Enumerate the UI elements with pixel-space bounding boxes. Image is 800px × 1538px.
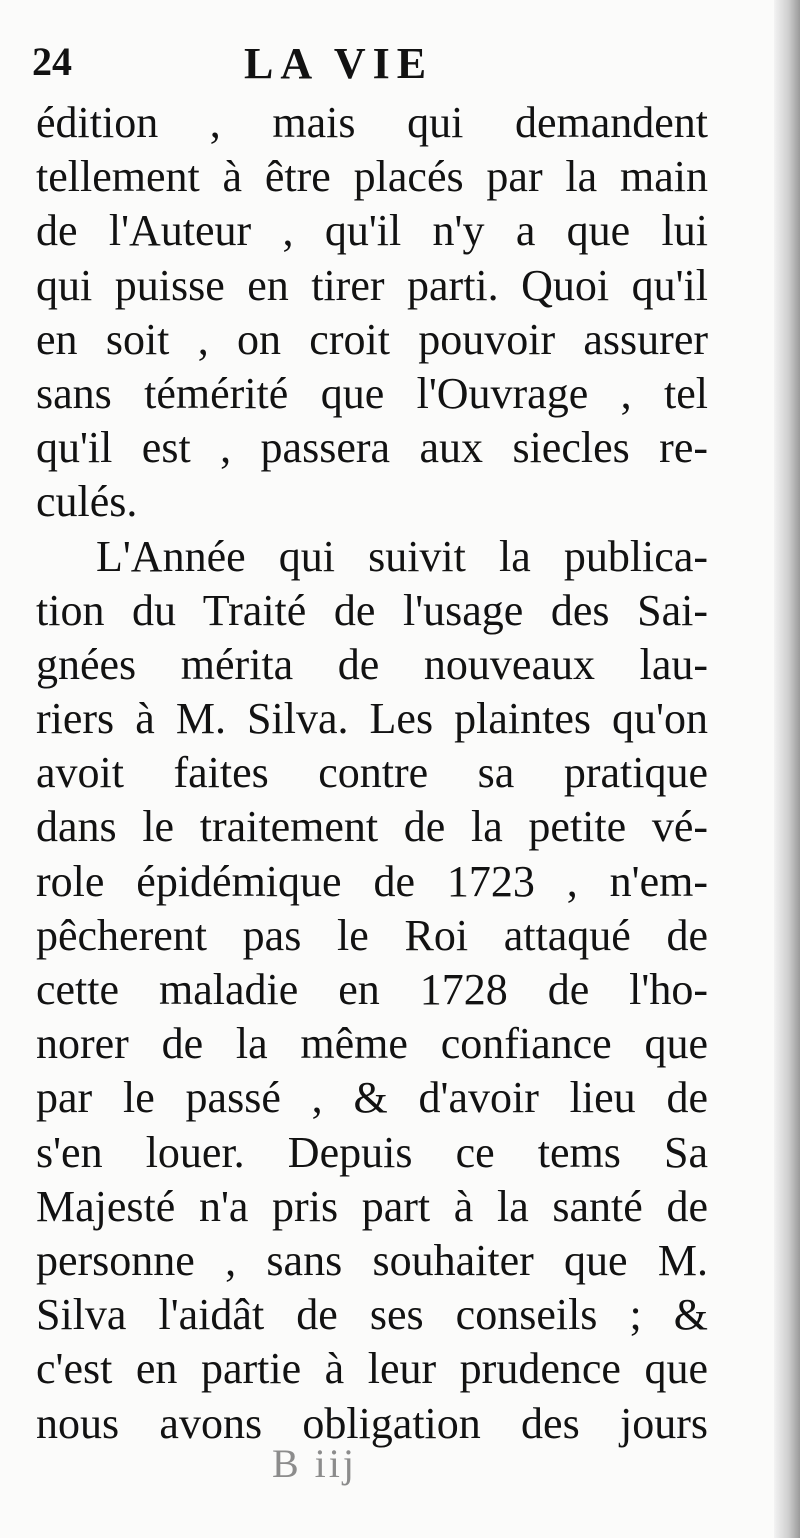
text-line: sans témérité que l'Ouvrage , tel xyxy=(36,368,708,418)
text-line: par le passé , & d'avoir lieu de xyxy=(36,1073,708,1123)
text-line: qui puisse en tirer parti. Quoi qu'il xyxy=(36,260,708,310)
text-line: tellement à être placés par la main xyxy=(36,152,708,202)
text-line: tion du Traité de l'usage des Sai- xyxy=(36,585,708,635)
text-line: Silva l'aidât de ses conseils ; & xyxy=(36,1290,708,1340)
text-line: de l'Auteur , qu'il n'y a que lui xyxy=(36,206,708,256)
page-number: 24 xyxy=(32,39,72,84)
text-line: role épidémique de 1723 , n'em- xyxy=(36,856,708,906)
text-line: édition , mais qui demandent xyxy=(36,98,708,147)
text-line: qu'il est , passera aux siecles re- xyxy=(36,423,708,473)
paragraph-2 xyxy=(36,530,708,1451)
text-line: en soit , on croit pouvoir assurer xyxy=(36,314,708,364)
text-line: nous avons obligation des jours xyxy=(36,1398,708,1448)
text-line: culés. xyxy=(36,477,138,527)
text-line: dans le traitement de la petite vé- xyxy=(36,802,708,852)
text-line: cette maladie en 1728 de l'ho- xyxy=(36,965,708,1014)
text-line: c'est en partie à leur prudence que xyxy=(36,1344,708,1394)
text-line: riers à M. Silva. Les plaintes qu'on xyxy=(36,694,708,744)
text-line: pêcherent pas le Roi attaqué de xyxy=(36,910,708,960)
paragraph-1 xyxy=(36,96,708,530)
signature-mark: B iij xyxy=(272,1441,358,1486)
text-block xyxy=(36,96,708,1451)
text-line: s'en louer. Depuis ce tems Sa xyxy=(36,1127,708,1177)
page-header xyxy=(32,38,592,98)
text-line: personne , sans souhaiter que M. xyxy=(36,1235,708,1285)
running-head: LA VIE xyxy=(244,39,434,88)
text-line: L'Année qui suivit la publica- xyxy=(96,531,708,581)
text-line: norer de la même confiance que xyxy=(36,1019,708,1069)
text-line: gnées mérita de nouveaux lau- xyxy=(36,639,708,689)
text-line: avoit faites contre sa pratique xyxy=(36,748,708,798)
text-line: Majesté n'a pris part à la santé de xyxy=(36,1181,708,1231)
page-edge-shadow xyxy=(774,0,800,1538)
